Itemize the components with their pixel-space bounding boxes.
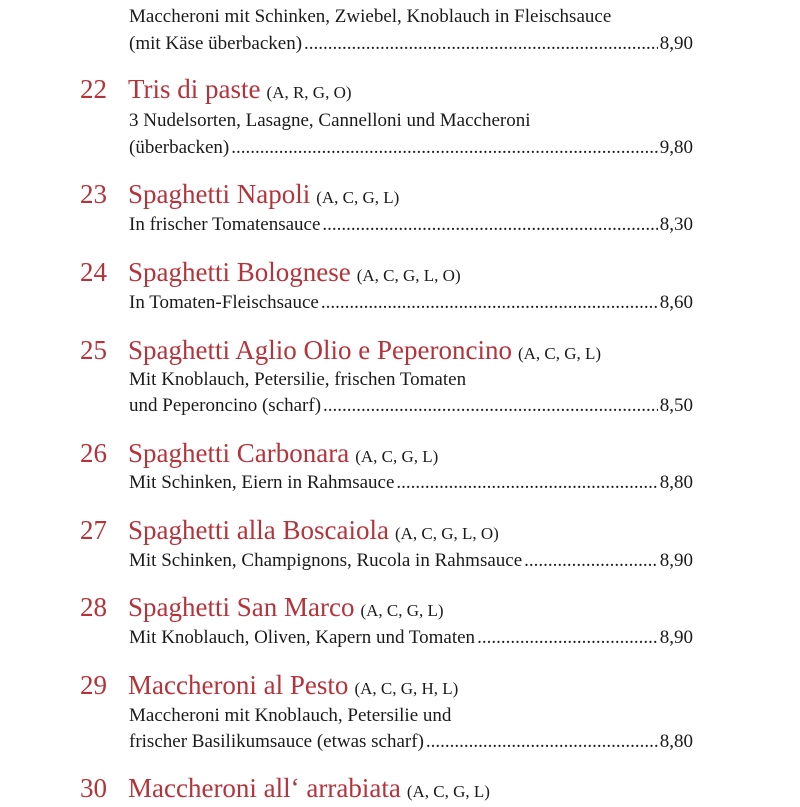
item-name: Tris di paste (A, R, G, O) bbox=[128, 74, 352, 104]
item-name: Spaghetti alla Boscaiola (A, C, G, L, O) bbox=[128, 515, 499, 545]
item-name: Spaghetti Napoli (A, C, G, L) bbox=[128, 179, 400, 209]
dot-leader bbox=[477, 625, 658, 651]
allergen-codes: (A, C, G, L) bbox=[355, 447, 439, 466]
price-line bbox=[129, 212, 693, 238]
item-price: 8,80 bbox=[659, 472, 693, 493]
price-line bbox=[129, 290, 693, 316]
dot-leader bbox=[396, 470, 657, 496]
item-description: 3 Nudelsorten, Lasagne, Cannelloni und Maccheroni bbox=[129, 110, 531, 131]
price-line bbox=[129, 729, 693, 755]
dot-leader bbox=[322, 212, 657, 238]
item-name: Spaghetti Carbonara (A, C, G, L) bbox=[128, 438, 439, 468]
item-number: 22 bbox=[80, 74, 107, 104]
item-number: 23 bbox=[80, 179, 107, 209]
item-description: Mit Schinken, Eiern in Rahmsauce bbox=[129, 472, 395, 493]
item-description: frischer Basilikumsauce (etwas scharf) bbox=[129, 731, 424, 752]
allergen-codes: (A, C, G, H, L) bbox=[354, 679, 459, 698]
item-name: Maccheroni all‘ arrabiata (A, C, G, L) bbox=[128, 773, 490, 803]
price-line bbox=[129, 135, 693, 161]
allergen-codes: (A, C, G, L) bbox=[517, 344, 602, 363]
price-line bbox=[129, 625, 693, 651]
item-description: (mit Käse überbacken) bbox=[129, 33, 303, 54]
item-number: 30 bbox=[80, 773, 107, 803]
item-name: Spaghetti San Marco (A, C, G, L) bbox=[128, 592, 444, 622]
item-price: 8,60 bbox=[659, 292, 693, 313]
item-name: Spaghetti Bolognese (A, C, G, L, O) bbox=[128, 257, 461, 287]
price-line bbox=[129, 470, 693, 496]
item-price: 9,80 bbox=[659, 137, 693, 158]
price-line bbox=[129, 548, 693, 574]
item-description: Mit Knoblauch, Oliven, Kapern und Tomaten bbox=[129, 627, 476, 648]
item-price: 8,30 bbox=[659, 214, 693, 235]
dot-leader bbox=[231, 135, 658, 161]
item-description: Maccheroni mit Knoblauch, Petersilie und bbox=[129, 705, 452, 726]
item-price: 8,90 bbox=[659, 33, 693, 54]
dot-leader bbox=[323, 393, 658, 419]
item-number: 26 bbox=[80, 438, 107, 468]
item-number: 24 bbox=[80, 257, 107, 287]
item-name: Spaghetti Aglio Olio e Peperoncino (A, C, G, L) bbox=[128, 335, 602, 365]
allergen-codes: (A, R, G, O) bbox=[266, 83, 352, 102]
allergen-codes: (A, C, G, L, O) bbox=[356, 266, 461, 285]
allergen-codes: (A, C, G, L) bbox=[406, 782, 490, 801]
item-description: und Peperoncino (scharf) bbox=[129, 395, 322, 416]
allergen-codes: (A, C, G, L, O) bbox=[394, 524, 499, 543]
dot-leader bbox=[426, 729, 658, 755]
item-number: 29 bbox=[80, 670, 107, 700]
price-line bbox=[129, 393, 693, 419]
item-price: 8,80 bbox=[659, 731, 693, 752]
item-description: Mit Knoblauch, Petersilie, frischen Tomaten bbox=[129, 369, 467, 390]
allergen-codes: (A, C, G, L) bbox=[316, 188, 400, 207]
dot-leader bbox=[321, 290, 658, 316]
item-description: (überbacken) bbox=[129, 137, 230, 158]
item-description: Mit Schinken, Champignons, Rucola in Rahmsauce bbox=[129, 550, 523, 571]
dot-leader bbox=[304, 31, 658, 57]
item-price: 8,90 bbox=[659, 627, 693, 648]
item-description: Maccheroni mit Schinken, Zwiebel, Knoblauch in Fleischsauce bbox=[129, 6, 612, 27]
item-price: 8,90 bbox=[659, 550, 693, 571]
item-description: In Tomaten-Fleischsauce bbox=[129, 292, 319, 313]
item-number: 28 bbox=[80, 592, 107, 622]
item-number: 27 bbox=[80, 515, 107, 545]
item-name: Maccheroni al Pesto (A, C, G, H, L) bbox=[128, 670, 459, 700]
item-price: 8,50 bbox=[659, 395, 693, 416]
item-description: In frischer Tomatensauce bbox=[129, 214, 321, 235]
price-line bbox=[129, 31, 693, 57]
item-number: 25 bbox=[80, 335, 107, 365]
allergen-codes: (A, C, G, L) bbox=[360, 601, 444, 620]
dot-leader bbox=[524, 548, 658, 574]
